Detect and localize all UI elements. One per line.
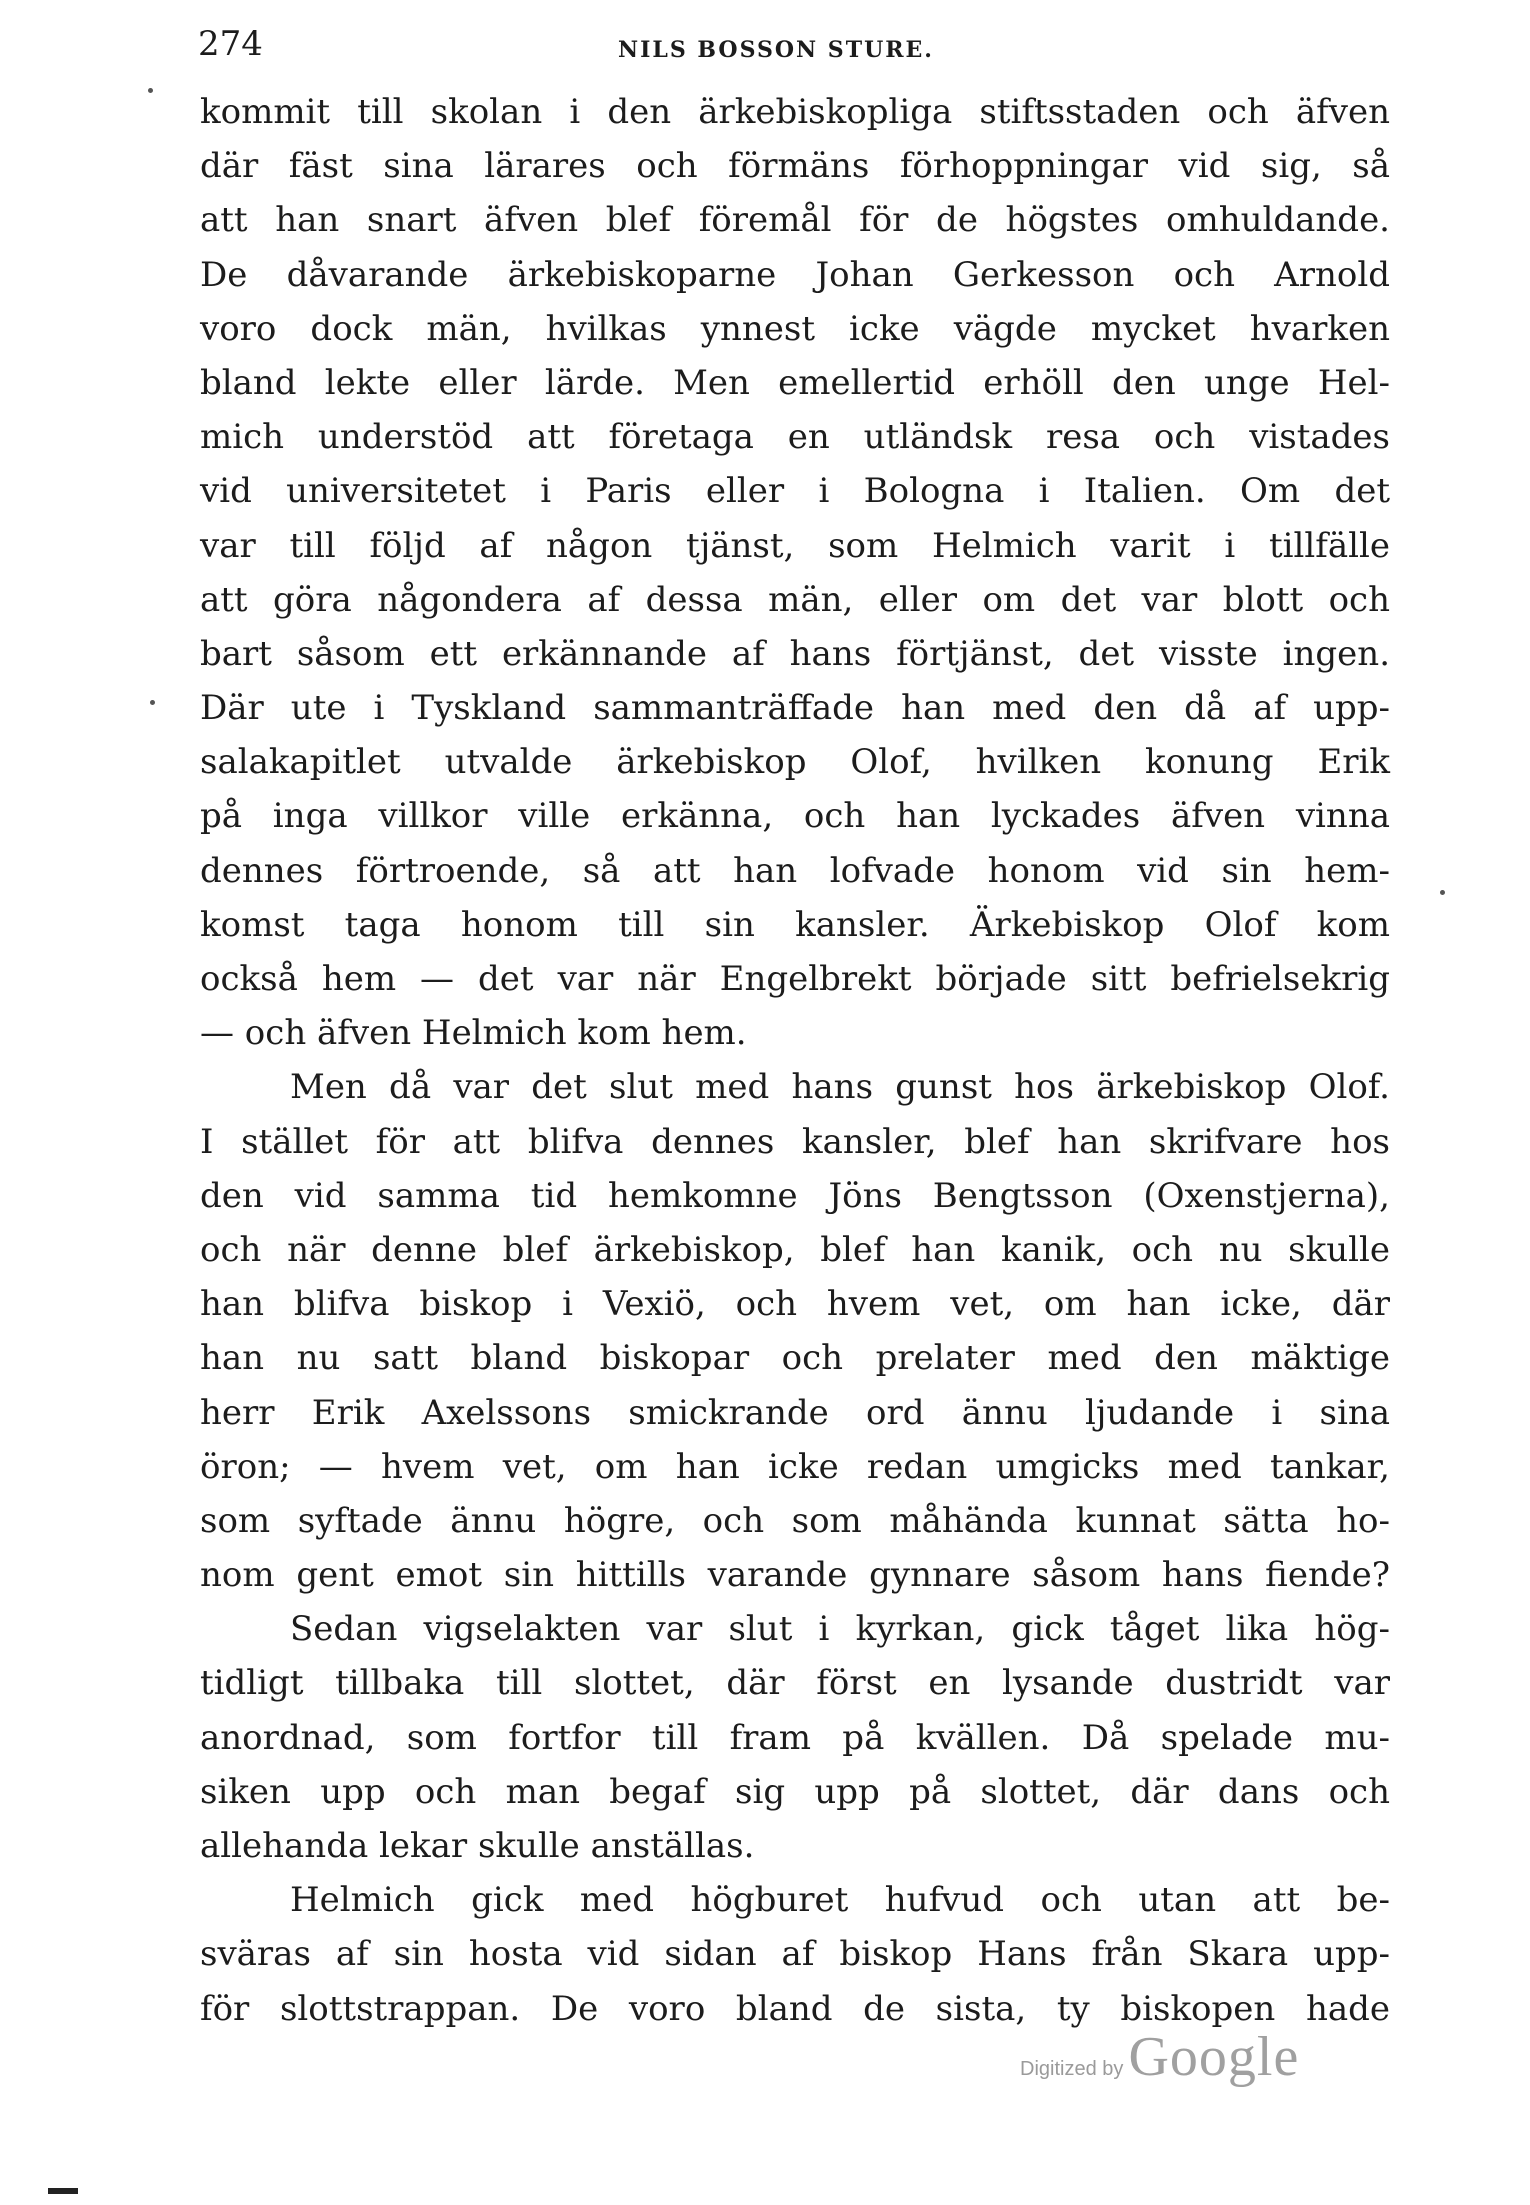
text-line: salakapitlet utvalde ärkebiskop Olof, hvilken konung Erik (200, 742, 1390, 783)
text-line: där fäst sina lärares och förmäns förhoppningar vid sig, så (200, 146, 1390, 187)
text-line: han blifva biskop i Vexiö, och hvem vet, om han icke, där (200, 1284, 1390, 1325)
text-line: anordnad, som fortfor till fram på kvällen. Då spelade mu- (200, 1717, 1390, 1758)
text-line: på inga villkor ville erkänna, och han lyckades äfven vinna (200, 796, 1390, 837)
scan-mark (48, 2188, 78, 2194)
text-line: kommit till skolan i den ärkebiskopliga stiftsstaden och äfven (200, 92, 1390, 132)
text-line: nom gent emot sin hittills varande gynnare såsom hans fiende? (200, 1555, 1390, 1596)
text-line: sväras af sin hosta vid sidan af biskop Hans från Skara upp- (200, 1934, 1390, 1975)
text-line: Där ute i Tyskland sammanträffade han med den då af upp- (200, 688, 1390, 729)
text-line: tidligt tillbaka till slottet, där först en lysande dustridt var (200, 1663, 1390, 1704)
text-line: dennes förtroende, så att han lofvade honom vid sin hem- (200, 850, 1390, 891)
body-text (200, 85, 1390, 2036)
text-line: Sedan vigselakten var slut i kyrkan, gick tåget lika hög- (290, 1609, 1390, 1650)
text-line: också hem — det var när Engelbrekt började sitt befrielsekrig (200, 959, 1390, 999)
text-line: Helmich gick med högburet hufvud och utan att be- (290, 1880, 1390, 1921)
text-line: bart såsom ett erkännande af hans förtjänst, det visste ingen. (200, 633, 1390, 674)
text-line: vid universitetet i Paris eller i Bologna i Italien. Om det (200, 471, 1390, 512)
text-line: siken upp och man begaf sig upp på slottet, där dans och (200, 1771, 1390, 1812)
text-line: han nu satt bland biskopar och prelater med den mäktige (200, 1338, 1390, 1379)
scan-speck (1440, 890, 1445, 895)
watermark-prefix: Digitized by (1020, 2058, 1124, 2080)
text-line: allehanda lekar skulle anställas. (200, 1826, 755, 1866)
text-line: komst taga honom till sin kansler. Ärkebiskop Olof kom (200, 904, 1390, 945)
text-line: — och äfven Helmich kom hem. (200, 1013, 747, 1054)
text-line: herr Erik Axelssons smickrande ord ännu ljudande i sina (200, 1392, 1390, 1433)
text-line: den vid samma tid hemkomne Jöns Bengtsson (Oxenstjerna), (200, 1175, 1390, 1216)
scan-speck (148, 88, 153, 93)
watermark-brand: Google (1128, 2026, 1300, 2088)
text-line: bland lekte eller lärde. Men emellertid erhöll den unge Hel- (200, 362, 1390, 403)
text-line: för slottstrappan. De voro bland de sista, ty biskopen hade (200, 1988, 1390, 2029)
page-header (198, 14, 1388, 74)
text-line: mich understöd att företaga en utländsk resa och vistades (200, 417, 1390, 458)
text-line: öron; — hvem vet, om han icke redan umgicks med tankar, (200, 1446, 1390, 1487)
text-line: var till följd af någon tjänst, som Helmich varit i tillfälle (200, 525, 1390, 566)
digitized-by-google-watermark (1020, 2025, 1299, 2105)
text-line: att göra någondera af dessa män, eller om det var blott och (200, 579, 1390, 620)
text-line: som syftade ännu högre, och som måhända kunnat sätta ho- (200, 1500, 1390, 1541)
page-number: 274 (198, 24, 263, 64)
text-line: De dåvarande ärkebiskoparne Johan Gerkesson och Arnold (200, 254, 1390, 295)
text-line: och när denne blef ärkebiskop, blef han kanik, och nu skulle (200, 1229, 1390, 1270)
running-head: NILS BOSSON STURE. (618, 37, 934, 63)
text-line: I stället för att blifva dennes kansler, blef han skrifvare hos (200, 1121, 1390, 1162)
scan-speck (150, 700, 155, 705)
text-line: att han snart äfven blef föremål för de högstes omhuldande. (200, 200, 1390, 241)
text-line: voro dock män, hvilkas ynnest icke vägde mycket hvarken (200, 308, 1390, 349)
text-line: Men då var det slut med hans gunst hos ärkebiskop Olof. (290, 1067, 1390, 1108)
